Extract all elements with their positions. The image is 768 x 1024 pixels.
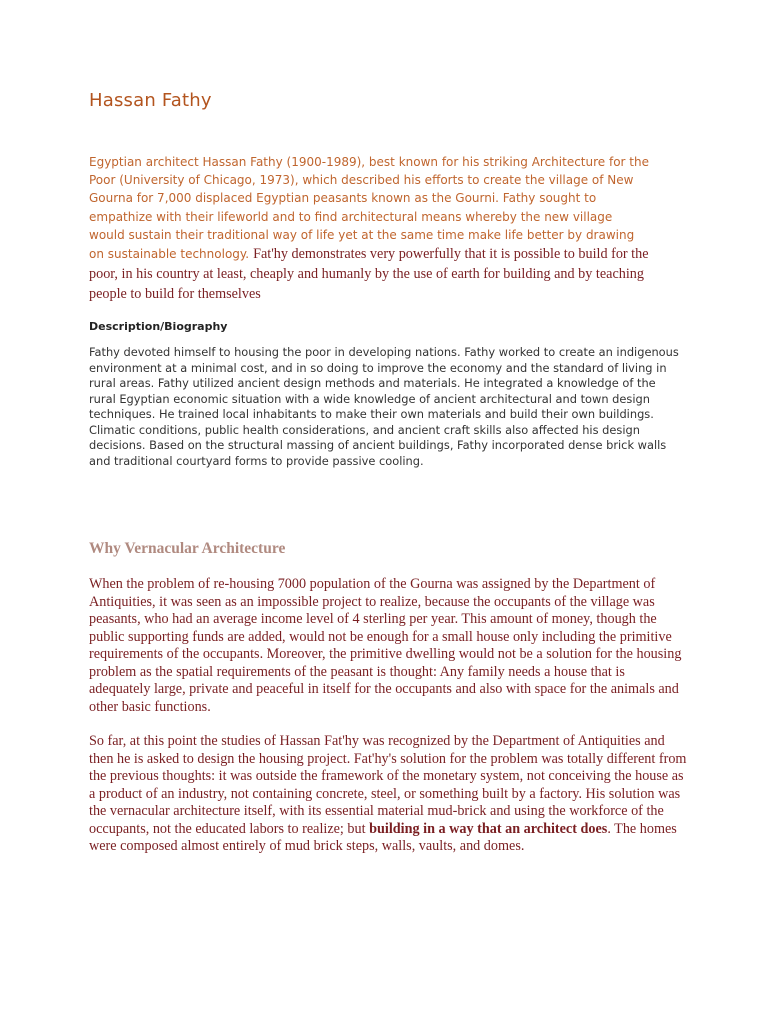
vernacular-paragraph-1: When the problem of re-housing 7000 population of the Gourna was assigned by the Department of Antiquities, it was seen as an impossible project to realize, because the occupants of the village was peasants, who had an average income level of 4 sterling per year. This amount of money, though the public supporting funds are added, would not be enough for a small house only including the primitive requirements of the occupants. Moreover, the primitive dwelling would not be a solution for the housing problem as the spatial requirements of the peasant is thought: Any family needs a house that is adequately large, private and peaceful in itself for the occupants and also with space for the animals and other basic functions.	[89, 576, 682, 715]
vernacular-paragraph-2	[89, 733, 689, 856]
biography-paragraph: Fathy devoted himself to housing the poor in developing nations. Fathy worked to create an indigenous environment at a minimal cost, and in so doing to improve the economy and the standard of living in rural areas. Fathy utilized ancient design methods and materials. He integrated a knowledge of the rural Egyptian economic situation with a wide knowledge of ancient architectural and town design techniques. He trained local inhabitants to make their own materials and build their own buildings. Climatic conditions, public health considerations, and ancient craft skills also affected his design decisions. Based on the structural massing of ancient buildings, Fathy incorporated dense brick walls and traditional courtyard forms to provide passive cooling.	[89, 345, 679, 468]
intro-paragraph	[89, 153, 649, 304]
paragraph-2-bold-text: building in a way that an architect does	[369, 820, 608, 837]
intro-sans-text: Egyptian architect Hassan Fathy (1900-1989), best known for his striking Architecture for the Poor (University of Chicago, 1973), which described his efforts to create the village of New Gourna for 7,000 displaced Egyptian peasants known as the Gourni. Fathy sought to empathize with their lifeworld and to find architectural means whereby the new village would sustain their traditional way of life yet at the same time make life better by drawing on sustainable technology.	[89, 155, 649, 262]
paragraph-2-text-after: . The homes were composed almost entirely of mud brick steps, walls, vaults, and domes.	[89, 820, 677, 854]
description-heading: Description/Biography	[89, 320, 228, 333]
intro-serif-text: Fat'hy demonstrates very powerfully that it is possible to build for the poor, in his country at least, cheaply and humanly by the use of earth for building and by teaching people to build for themselves	[89, 246, 649, 303]
page-title: Hassan Fathy	[89, 90, 212, 111]
paragraph-2-text-before: So far, at this point the studies of Hassan Fat'hy was recognized by the Department of Antiquities and then he is asked to design the housing project. Fat'hy's solution for the problem was totally different from the previous thoughts: it was outside the framework of the monetary system, not conceiving the house as a product of an industry, not containing concrete, steel, or something built by a factory. His solution was the vernacular architecture itself, with its essential material mud-brick and using the workforce of the occupants, not the educated labors to realize; but	[89, 733, 687, 837]
vernacular-heading: Why Vernacular Architecture	[89, 540, 286, 557]
